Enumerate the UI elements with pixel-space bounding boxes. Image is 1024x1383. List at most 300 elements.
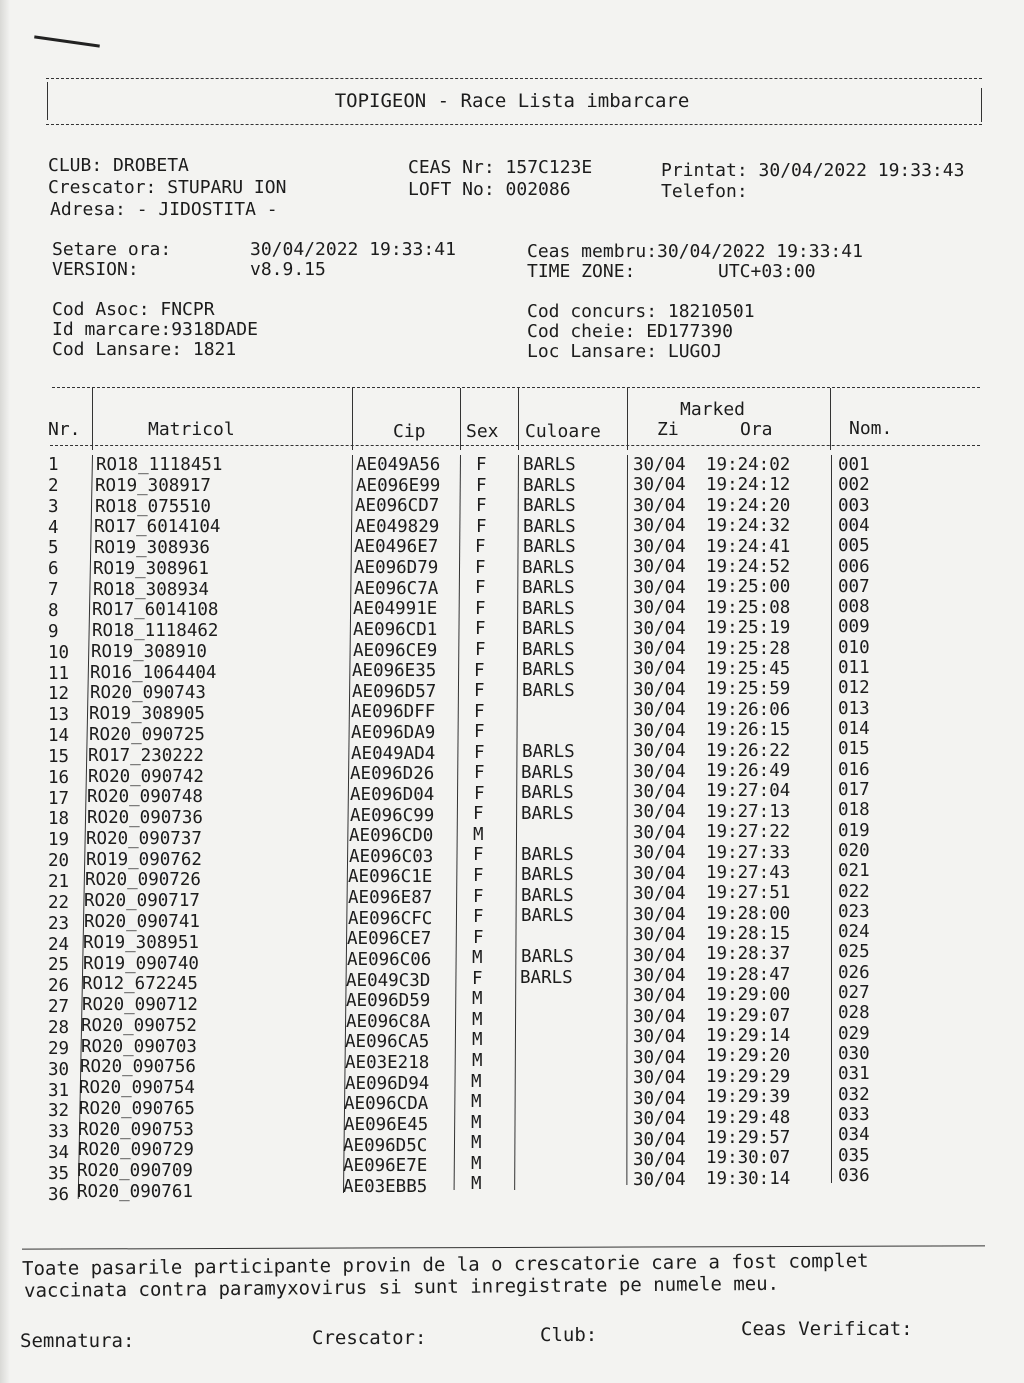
cell-matricol-text: RO20_090709 [77, 1161, 193, 1182]
table-cell-nom [0, 577, 1024, 597]
cell-nom-text: 019 [838, 820, 870, 841]
cell-ora-text: 19:30:07 [706, 1148, 791, 1169]
cell-ora-text: 19:27:33 [706, 842, 791, 863]
cell-sex-text: F [475, 598, 486, 619]
cell-sex-text: M [472, 1009, 483, 1030]
cell-culoare-text: BARLS [522, 660, 575, 681]
cell-nr-text: 26 [48, 976, 70, 997]
header-ora: Ora [740, 419, 773, 440]
cell-sex-text: M [471, 1092, 482, 1113]
cell-culoare-text: BARLS [523, 537, 576, 558]
cell-matricol-text: RO20_090736 [87, 808, 203, 829]
cell-matricol-text: RO19_090740 [83, 953, 199, 974]
cell-nom-text: 034 [838, 1125, 870, 1146]
cell-ora-text: 19:29:48 [706, 1107, 791, 1128]
cell-nom-text: 014 [838, 719, 870, 740]
header-nom: Nom. [849, 418, 893, 439]
table-cell-nom [0, 638, 1024, 658]
time-zone-value: UTC+03:00 [718, 261, 816, 282]
cell-cip-text: AE096CFC [348, 908, 433, 929]
cell-ora-text: 19:25:00 [706, 577, 791, 598]
cell-nr-text: 33 [48, 1122, 70, 1143]
cell-zi-text: 30/04 [633, 679, 686, 700]
cell-nom-text: 006 [838, 556, 870, 577]
cell-culoare-text: BARLS [522, 578, 575, 599]
cell-culoare-text: BARLS [520, 967, 573, 988]
cell-cip-text: AE096C03 [349, 846, 434, 867]
table-cell-nom [0, 536, 1024, 559]
cell-matricol-text: RO19_308917 [95, 475, 211, 496]
cell-nr-text: 34 [48, 1143, 70, 1164]
cell-matricol-text: RO20_090752 [81, 1015, 197, 1036]
cell-nom-text: 011 [838, 658, 870, 679]
cell-ora-text: 19:29:14 [706, 1026, 791, 1047]
cell-ora-text: 19:28:37 [706, 944, 791, 965]
cell-matricol-text: RO18_308934 [93, 579, 209, 600]
cell-culoare-text: BARLS [523, 455, 576, 475]
cell-nr-text: 9 [48, 621, 59, 642]
cell-nr-text: 23 [48, 913, 70, 934]
cell-sex-text: F [472, 968, 483, 989]
cell-matricol-text: RO17_6014104 [94, 517, 221, 538]
cell-nr-text: 3 [48, 496, 59, 517]
header-nr: Nr. [48, 419, 81, 440]
cell-zi-text: 30/04 [633, 863, 686, 884]
cell-zi-text: 30/04 [633, 843, 686, 864]
cell-zi-text: 30/04 [633, 1170, 686, 1191]
cell-nr-text: 15 [48, 746, 70, 767]
cell-nom-text: 033 [838, 1104, 870, 1125]
cell-nom-text: 021 [838, 861, 870, 882]
cell-zi-text: 30/04 [633, 966, 686, 986]
cell-matricol-text: RO19_308936 [94, 538, 210, 559]
cell-nr-text: 30 [48, 1059, 70, 1080]
cell-nr-text: 17 [48, 788, 70, 809]
vaccination-statement-line2: vaccinata contra paramyxovirus si sunt inregistrate pe numele meu. [24, 1272, 780, 1302]
cell-ora-text: 19:29:00 [706, 985, 791, 1006]
cell-nom-text: 001 [838, 455, 870, 475]
set-time-value: 30/04/2022 19:33:41 [250, 239, 456, 260]
cell-zi-text: 30/04 [633, 577, 686, 598]
cell-sex-text: F [473, 907, 484, 928]
cell-zi-text: 30/04 [633, 475, 686, 496]
time-zone-label: TIME ZONE: [527, 261, 636, 282]
cell-ora-text: 19:25:08 [706, 597, 791, 618]
cell-cip-text: AE096E7E [343, 1156, 428, 1177]
cell-nom-text: 008 [838, 597, 870, 618]
phone: Telefon: [661, 181, 748, 202]
table-cell-nom [0, 475, 1024, 495]
cell-ora-text: 19:24:02 [706, 455, 791, 475]
table-cell-nom [0, 617, 1024, 640]
cell-zi-text: 30/04 [633, 1047, 686, 1068]
cell-matricol-text: RO20_090742 [88, 766, 204, 787]
breeder-name: Crescator: STUPARU ION [48, 177, 287, 198]
cell-zi-text: 30/04 [633, 700, 686, 721]
table-cell-nom [0, 1003, 1024, 1023]
cell-cip-text: AE03E218 [345, 1053, 430, 1074]
cell-nr-text: 32 [48, 1101, 70, 1122]
cell-nr-text: 22 [48, 892, 70, 913]
cell-zi-text: 30/04 [633, 598, 686, 619]
cell-culoare-text: BARLS [521, 947, 574, 968]
cell-sex-text: M [471, 1112, 482, 1133]
cell-sex-text: F [476, 455, 487, 475]
cell-sex-text: F [473, 845, 484, 866]
cell-sex-text: M [472, 989, 483, 1010]
cell-matricol-text: RO20_090756 [80, 1057, 196, 1078]
table-cell-nom [0, 779, 1024, 803]
cell-ora-text: 19:26:06 [706, 699, 791, 720]
col-divider-sex [518, 388, 519, 450]
document-title: TOPIGEON - Race Lista imbarcare [334, 90, 690, 112]
table-cell-nom [0, 861, 1024, 881]
cell-nom-text: 031 [838, 1064, 870, 1085]
header-zi: Zi [657, 419, 679, 440]
clock-number: CEAS Nr: 157C123E [408, 157, 593, 178]
cell-zi-text: 30/04 [633, 945, 686, 966]
cell-zi-text: 30/04 [633, 904, 686, 925]
cell-cip-text: AE096E35 [352, 661, 437, 682]
cell-matricol-text: RO20_090754 [79, 1078, 195, 1099]
table-cell-nom [0, 739, 1024, 762]
association-code: Cod Asoc: FNCPR [52, 299, 215, 320]
cell-ora-text: 19:29:39 [706, 1087, 791, 1108]
cell-sex-text: F [474, 742, 485, 763]
cell-sex-text: M [472, 948, 483, 969]
title-box-bottom-border [46, 124, 982, 125]
cell-nom-text: 009 [838, 617, 870, 638]
cell-matricol-text: RO19_308910 [91, 641, 207, 662]
cell-zi-text: 30/04 [633, 720, 686, 741]
cell-cip-text: AE096DA9 [351, 723, 436, 744]
cell-cip-text: AE096C8A [346, 1011, 431, 1032]
cell-cip-text: AE096D5C [343, 1135, 428, 1156]
cell-nom-text: 002 [838, 475, 870, 496]
cell-zi-text: 30/04 [633, 557, 686, 578]
cell-zi-text: 30/04 [633, 802, 686, 823]
cell-nom-text: 026 [838, 962, 870, 983]
cell-culoare-text: BARLS [522, 598, 575, 619]
header-marked: Marked [680, 399, 746, 420]
cell-cip-text: AE096CDA [344, 1094, 429, 1115]
cell-zi-text: 30/04 [633, 884, 686, 905]
col-divider-cip [460, 388, 461, 450]
cell-nr-text: 11 [48, 663, 70, 684]
signature-label: Semnatura: [20, 1330, 135, 1352]
cell-matricol-text: RO20_090726 [85, 870, 201, 891]
cell-cip-text: AE096C99 [350, 805, 435, 826]
cell-matricol-text: RO20_090712 [82, 995, 198, 1016]
col-divider-matricol [352, 388, 353, 450]
cell-culoare-text: BARLS [523, 516, 576, 537]
cell-cip-text: AE096D57 [352, 681, 437, 702]
cell-cip-text: AE096CE9 [353, 640, 438, 661]
cell-nom-text: 004 [838, 515, 870, 536]
header-cip: Cip [393, 421, 426, 442]
cell-culoare-text: BARLS [522, 680, 575, 701]
cell-nr-text: 16 [48, 767, 70, 788]
table-cell-nom [0, 699, 1024, 719]
table-cell-nom [0, 597, 1024, 620]
cell-nom-text: 022 [838, 881, 870, 902]
cell-zi-text: 30/04 [633, 455, 686, 475]
table-cell-nom [0, 902, 1024, 922]
cell-sex-text: M [471, 1071, 482, 1092]
cell-culoare-text: BARLS [522, 639, 575, 660]
cell-sex-text: F [473, 804, 484, 825]
cell-zi-text: 30/04 [633, 1088, 686, 1109]
cell-sex-text: F [475, 578, 486, 599]
cell-nr-text: 36 [48, 1184, 70, 1205]
cell-ora-text: 19:24:32 [706, 516, 791, 537]
cell-zi-text: 30/04 [633, 638, 686, 659]
cell-matricol-text: RO20_090761 [77, 1182, 193, 1203]
cell-ora-text: 19:25:45 [706, 658, 791, 679]
cell-nr-text: 1 [48, 455, 59, 475]
table-cell-nom [0, 658, 1024, 681]
title-box-top-border [46, 78, 982, 79]
cell-ora-text: 19:24:20 [706, 495, 791, 516]
col-divider-culoare [627, 388, 628, 450]
table-cell-nom [0, 1125, 1024, 1145]
cell-culoare-text: BARLS [521, 783, 574, 804]
cell-culoare-text: BARLS [522, 557, 575, 578]
cell-sex-text: M [471, 1153, 482, 1174]
cell-nom-text: 012 [838, 678, 870, 699]
cell-cip-text: AE04991E [353, 599, 438, 620]
cell-matricol-text: RO19_308905 [89, 704, 205, 725]
cell-ora-text: 19:25:59 [706, 679, 791, 700]
cell-nr-text: 25 [48, 955, 70, 976]
cell-cip-text: AE096C7A [354, 578, 439, 599]
cell-nr-text: 24 [48, 934, 70, 955]
cell-ora-text: 19:27:51 [706, 883, 791, 904]
set-time-label: Setare ora: [52, 239, 172, 260]
cell-culoare-text: BARLS [521, 803, 574, 824]
cell-cip-text: AE096DFF [351, 702, 436, 723]
release-code: Cod Lansare: 1821 [52, 339, 237, 360]
cell-cip-text: AE096E45 [344, 1114, 429, 1135]
cell-nr-text: 8 [48, 600, 59, 621]
cell-nom-text: 030 [838, 1044, 870, 1064]
cell-matricol-text: RO18_1118462 [92, 621, 219, 642]
cell-matricol-text: RO20_090741 [84, 911, 200, 932]
cell-nr-text: 14 [48, 726, 70, 747]
cell-ora-text: 19:27:22 [706, 822, 791, 843]
cell-nom-text: 024 [838, 922, 870, 943]
cell-ora-text: 19:26:49 [706, 760, 791, 781]
cell-ora-text: 19:28:47 [706, 964, 791, 985]
cell-culoare-text: BARLS [523, 496, 576, 517]
table-cell-nom [0, 1064, 1024, 1084]
cell-nr-text: 10 [48, 642, 70, 663]
cell-ora-text: 19:24:41 [706, 536, 791, 557]
marking-id: Id marcare:9318DADE [52, 319, 258, 340]
cell-cip-text: AE096E87 [348, 888, 433, 909]
cell-nr-text: 5 [48, 538, 59, 559]
cell-ora-text: 19:26:15 [706, 720, 791, 741]
cell-sex-text: F [473, 866, 484, 887]
cell-culoare-text: BARLS [522, 742, 575, 763]
loft-number: LOFT No: 002086 [408, 179, 571, 200]
cell-ora-text: 19:27:13 [706, 801, 791, 822]
cell-cip-text: AE096C06 [347, 949, 432, 970]
cell-ora-text: 19:29:20 [706, 1046, 791, 1067]
cell-nr-text: 28 [48, 1017, 70, 1038]
cell-matricol-text: RO18_075510 [95, 496, 211, 517]
cell-nom-text: 018 [838, 800, 870, 821]
cell-cip-text: AE049A56 [356, 455, 441, 475]
cell-cip-text: AE096E99 [356, 475, 441, 496]
cell-zi-text: 30/04 [633, 659, 686, 680]
cell-zi-text: 30/04 [633, 536, 686, 557]
cell-sex-text: F [476, 496, 487, 517]
cell-cip-text: AE096D94 [345, 1073, 430, 1094]
cell-matricol-text: RO20_090765 [79, 1098, 195, 1119]
cell-nom-text: 015 [838, 739, 870, 760]
breeder-signature-label: Crescator: [312, 1327, 427, 1349]
cell-nr-text: 20 [48, 851, 70, 872]
cell-nr-text: 4 [48, 517, 59, 538]
table-cell-nom [0, 800, 1024, 823]
table-cell-nom [0, 516, 1024, 536]
cell-culoare-text: BARLS [521, 906, 574, 927]
cell-zi-text: 30/04 [633, 741, 686, 762]
cell-sex-text: M [472, 1050, 483, 1071]
cell-sex-text: F [475, 557, 486, 578]
cell-nr-text: 19 [48, 830, 70, 851]
cell-nom-text: 007 [838, 576, 870, 597]
version-value: v8.9.15 [250, 259, 326, 280]
cell-nom-text: 025 [838, 942, 870, 963]
vaccination-statement-line1: Toate pasarile participante provin de la o crescatorie care a fost complet [22, 1249, 869, 1280]
cell-matricol-text: RO20_090729 [78, 1140, 194, 1161]
cell-nom-text: 032 [838, 1084, 870, 1105]
cell-sex-text: F [474, 722, 485, 743]
cell-sex-text: M [471, 1174, 482, 1195]
cell-matricol-text: RO20_090725 [89, 725, 205, 746]
cell-sex-text: F [475, 639, 486, 660]
cell-matricol-text: RO18_1118451 [96, 455, 223, 475]
cell-nr-text: 29 [48, 1038, 70, 1059]
cell-matricol-text: RO17_230222 [88, 745, 204, 766]
cell-cip-text: AE096CE7 [347, 929, 432, 950]
cell-zi-text: 30/04 [633, 925, 686, 946]
cell-nom-text: 035 [838, 1145, 870, 1166]
cell-nom-text: 005 [838, 536, 870, 557]
cell-matricol-text: RO19_308951 [83, 932, 199, 953]
cell-zi-text: 30/04 [633, 822, 686, 843]
cell-sex-text: F [475, 537, 486, 558]
cell-nr-text: 27 [48, 997, 70, 1018]
cell-nom-text: 003 [838, 495, 870, 516]
cell-nom-text: 028 [838, 1003, 870, 1024]
cell-ora-text: 19:25:19 [706, 618, 791, 639]
cell-nom-text: 036 [838, 1165, 870, 1186]
table-cell-nom [0, 496, 1024, 516]
cell-ora-text: 19:24:12 [706, 475, 791, 496]
table-cell-nom [0, 455, 1024, 475]
cell-ora-text: 19:24:52 [706, 556, 791, 577]
cell-zi-text: 30/04 [633, 986, 686, 1007]
table-cell-nom [0, 719, 1024, 739]
cell-matricol-text: RO16_1064404 [90, 662, 217, 683]
cell-cip-text: AE049829 [355, 516, 440, 537]
cell-nom-text: 016 [838, 759, 870, 780]
cell-nr-text: 35 [48, 1163, 70, 1184]
cell-zi-text: 30/04 [633, 1006, 686, 1027]
col-divider-nr [92, 388, 93, 450]
cell-sex-text: F [474, 783, 485, 804]
printed-date: Printat: 30/04/2022 19:33:43 [661, 160, 965, 181]
cell-culoare-text: BARLS [523, 475, 576, 496]
cell-nom-text: 013 [838, 698, 870, 719]
table-header-bottom-border [50, 445, 980, 446]
cell-nom-text: 017 [838, 779, 870, 800]
header-culoare: Culoare [525, 421, 601, 442]
cell-zi-text: 30/04 [633, 1149, 686, 1170]
cell-ora-text: 19:29:07 [706, 1005, 791, 1026]
header-sex: Sex [466, 421, 499, 442]
footer-rule [22, 1245, 985, 1249]
cell-ora-text: 19:26:22 [706, 740, 791, 761]
cell-zi-text: 30/04 [633, 1109, 686, 1130]
col-divider-marked [830, 388, 831, 450]
cell-sex-text: M [472, 1030, 483, 1051]
cell-nr-text: 7 [48, 580, 59, 601]
cell-sex-text: F [473, 886, 484, 907]
cell-cip-text: AE0496E7 [354, 537, 439, 558]
cell-culoare-text: BARLS [521, 865, 574, 886]
cell-nom-text: 020 [838, 840, 870, 861]
cell-zi-text: 30/04 [633, 1129, 686, 1150]
clock-verified-label: Ceas Verificat: [741, 1318, 913, 1340]
table-cell-nom [0, 881, 1024, 905]
cell-sex-text: F [473, 927, 484, 948]
cell-cip-text: AE096C1E [348, 867, 433, 888]
cell-matricol-text: RO19_090762 [86, 849, 202, 870]
cell-ora-text: 19:27:04 [706, 781, 791, 802]
cell-ora-text: 19:28:15 [706, 924, 791, 945]
cell-cip-text: AE049AD4 [351, 743, 436, 764]
table-cell-nom [0, 963, 1024, 983]
cell-culoare-text: BARLS [521, 762, 574, 783]
cell-nr-text: 31 [48, 1080, 70, 1101]
cell-culoare-text: BARLS [521, 885, 574, 906]
cell-nr-text: 13 [48, 705, 70, 726]
cell-sex-text: F [474, 681, 485, 702]
cell-sex-text: F [475, 619, 486, 640]
cell-sex-text: M [471, 1133, 482, 1154]
cell-zi-text: 30/04 [633, 618, 686, 639]
cell-nr-text: 21 [48, 872, 70, 892]
member-clock: Ceas membru:30/04/2022 19:33:41 [527, 241, 863, 262]
club-signature-label: Club: [540, 1324, 598, 1346]
cell-matricol-text: RO20_090737 [86, 828, 202, 849]
cell-ora-text: 19:29:57 [706, 1128, 791, 1149]
cell-sex-text: F [476, 516, 487, 537]
cell-zi-text: 30/04 [633, 516, 686, 537]
cell-zi-text: 30/04 [633, 761, 686, 782]
table-cell-nom [0, 1163, 1024, 1186]
cell-cip-text: AE096D26 [350, 764, 435, 785]
cell-cip-text: AE03EBB5 [343, 1176, 428, 1197]
cell-zi-text: 30/04 [633, 495, 686, 516]
cell-culoare-text: BARLS [521, 844, 574, 865]
table-cell-nom [0, 821, 1024, 841]
cell-nr-text: 12 [48, 684, 70, 705]
